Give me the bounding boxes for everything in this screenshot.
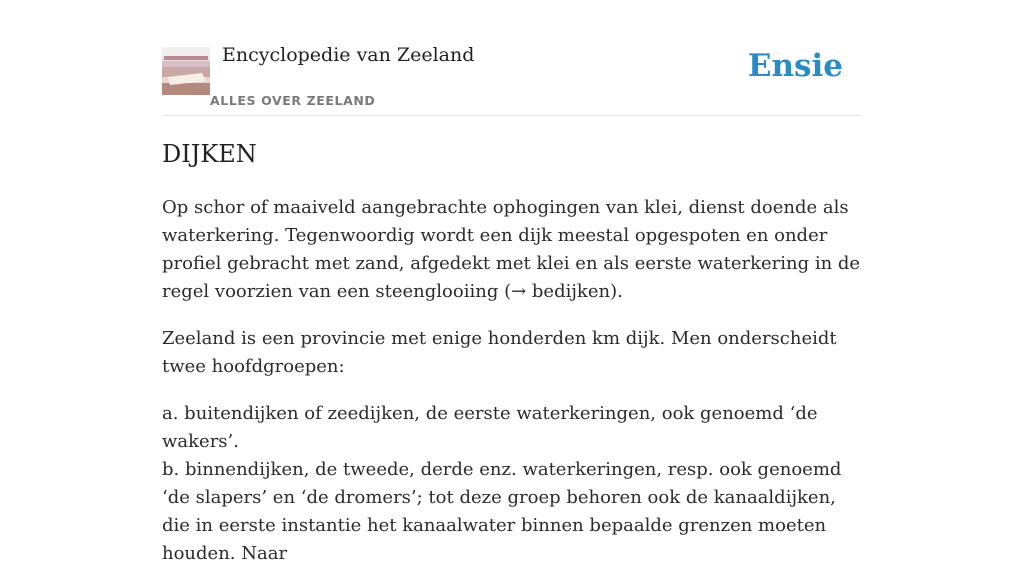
ensie-logo-link[interactable]: Ensie	[747, 48, 843, 84]
article-paragraph-definition	[162, 194, 862, 306]
article-paragraph-intro: Zeeland is een provincie met enige honderden km dijk. Men onderscheidt twee hoofdgroepen:	[162, 328, 837, 377]
article	[162, 139, 862, 587]
encyclopedia-avatar-image[interactable]	[162, 47, 210, 95]
paragraph-text-end: ).	[610, 281, 623, 302]
article-paragraph-list: a. buitendijken of zeedijken, de eerste waterkeringen, ook genoemd ‘de wakers’. b. binnendijken, de tweede, derde enz. waterkeringen, resp. ook genoemd ‘de slapers’ en ‘de dromers’; tot deze groep behoren ook de kanaaldijken, die in eerste instantie het kanaalwater binnen bepaalde grenzen moeten houden. Naar	[162, 403, 842, 564]
site-header	[162, 0, 862, 116]
article-title: DIJKEN	[162, 140, 257, 168]
paragraph-text-start: Op schor of maaiveld aangebrachte ophogingen van klei, dienst doende als waterkering. Tegenwoordig wordt een dijk meestal opgespoten en onder profiel gebracht met zand, afgedekt met klei en als eerste waterkering in de regel voorzien van een steenglooiing (	[162, 197, 861, 302]
bedijken-link[interactable]: → bedijken	[511, 281, 611, 302]
site-title-link[interactable]: Encyclopedie van Zeeland	[222, 44, 475, 66]
avatar-photo-icon	[162, 47, 210, 95]
site-tagline: ALLES OVER ZEELAND	[210, 93, 376, 108]
